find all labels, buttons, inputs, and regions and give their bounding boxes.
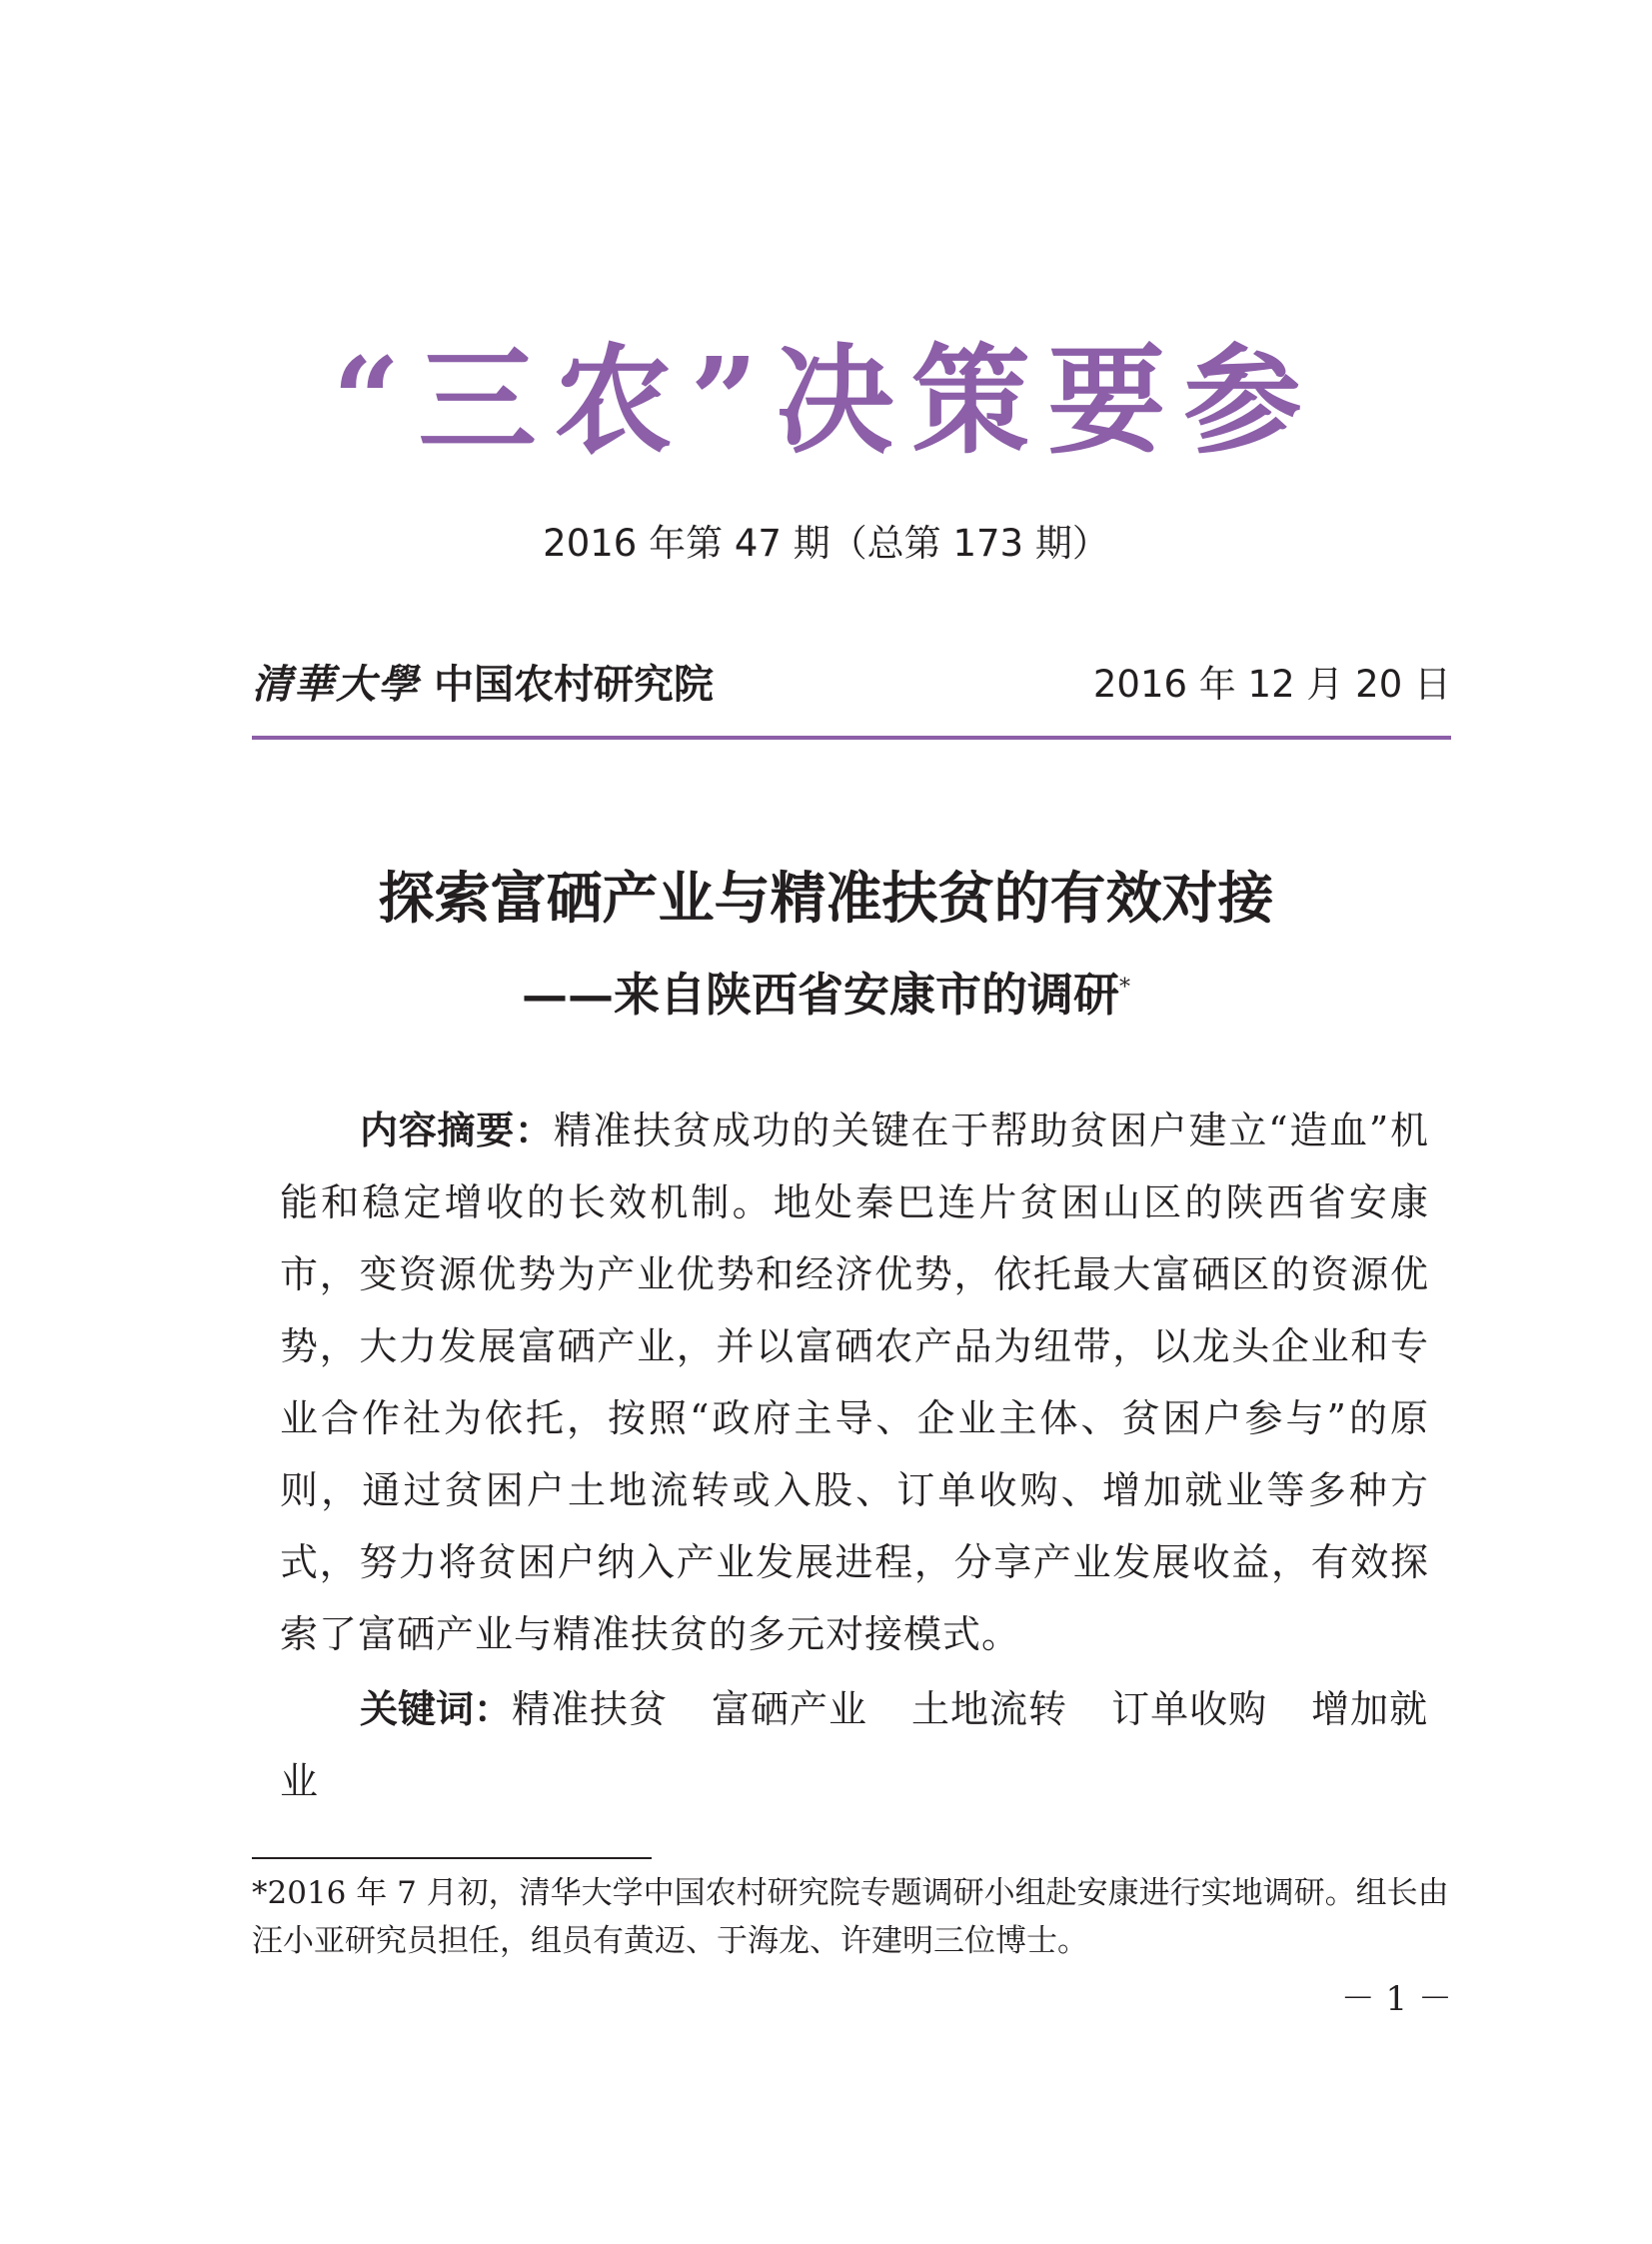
article-subtitle-text: ——来自陕西省安康市的调研 [522,968,1119,1022]
institute-name: 中国农村研究院 [434,662,714,708]
footnote: *2016 年 7 月初，清华大学中国农村研究院专题调研小组赴安康进行实地调研。组长由汪小亚研究员担任，组员有黄迈、于海龙、许建明三位博士。 [252,1875,1449,1959]
header-divider [252,736,1451,740]
document-header [252,655,1451,715]
footnote-marker: * [1119,975,1130,1001]
page-number: － 1 － [1340,1979,1452,2019]
university-logo: 清華大學 [252,661,420,708]
publication-date: 2016 年 12 月 20 日 [1092,663,1451,706]
keyword-item: 订单收购 [1111,1687,1268,1731]
keyword-item: 精准扶贫 [512,1687,669,1731]
keyword-item: 增加就业 [280,1687,1429,1803]
keyword-item: 土地流转 [911,1687,1068,1731]
footnote-divider [252,1857,652,1859]
article-subtitle [0,968,1652,1023]
issue-number: 2016 年第 47 期（总第 173 期） [543,522,1109,565]
abstract-text: 精准扶贫成功的关键在于帮助贫困户建立“造血”机能和稳定增收的长效机制。地处秦巴连片贫困山区的陕西省安康市，变资源优势为产业优势和经济优势，依托最大富硒区的资源优势，大力发展富硒产业，并以富硒农产品为纽带，以龙头企业和专业合作社为依托，按照“政府主导、企业主体、贫困户参与”的原则，通过贫困户土地流转或入股、订单收购、增加就业等多种方式，努力将贫困户纳入产业发展进程，分享产业发展收益，有效探索了富硒产业与精准扶贫的多元对接模式。 [280,1109,1429,1656]
keyword-item: 富硒产业 [712,1687,868,1731]
masthead-title: “三农”决策要参 [332,331,1320,470]
abstract-label: 内容摘要： [360,1109,554,1152]
institution [252,655,714,715]
keywords-label: 关键词： [360,1687,513,1731]
article-title: 探索富硒产业与精准扶贫的有效对接 [378,866,1274,932]
abstract-paragraph [280,1095,1429,1670]
keywords-paragraph [280,1673,1429,1817]
